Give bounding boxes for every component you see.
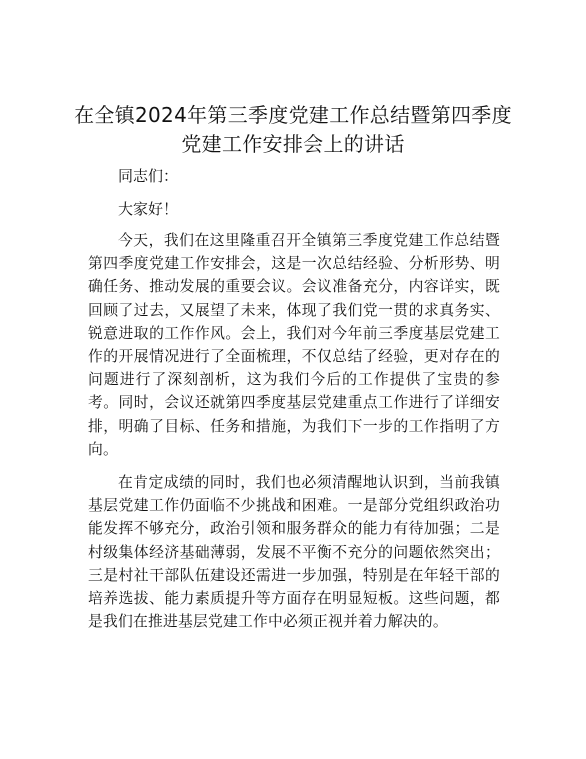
greeting: 大家好！ (118, 200, 179, 218)
paragraph-1: 今天，我们在这里隆重召开全镇第三季度党建工作总结暨第四季度党建工作安排会，这是一次总结经验、分析形势、明确任务、推动发展的重要会议。会议准备充分，内容详实，既回顾了过去，又展望了未来，体现了我们党一贯的求真务实、锐意进取的工作作风。会上，我们对今年前三季度基层党建工作的开展情况进行了全面梳理，不仅总结了经验，更对存在的问题进行了深刻剖析，这为我们今后的工作提供了宝贵的参考。同时，会议还就第四季度基层党建重点工作进行了详细安排，明确了目标、任务和措施，为我们下一步的工作指明了方向。 (88, 232, 500, 458)
document-title: 在全镇2024年第三季度党建工作总结暨第四季度党建工作安排会上的讲话 (74, 103, 512, 156)
paragraph-2: 在肯定成绩的同时，我们也必须清醒地认识到，当前我镇基层党建工作仍面临不少挑战和困难。一是部分党组织政治功能发挥不够充分，政治引领和服务群众的能力有待加强；二是村级集体经济基础薄弱，发展不平衡不充分的问题依然突出；三是村社干部队伍建设还需进一步加强，特别是在年轻干部的培养选拔、能力素质提升等方面存在明显短板。这些问题，都是我们在推进基层党建工作中必须正视并着力解决的。 (88, 474, 500, 631)
salutation: 同志们： (118, 167, 179, 185)
document-body (88, 166, 500, 643)
